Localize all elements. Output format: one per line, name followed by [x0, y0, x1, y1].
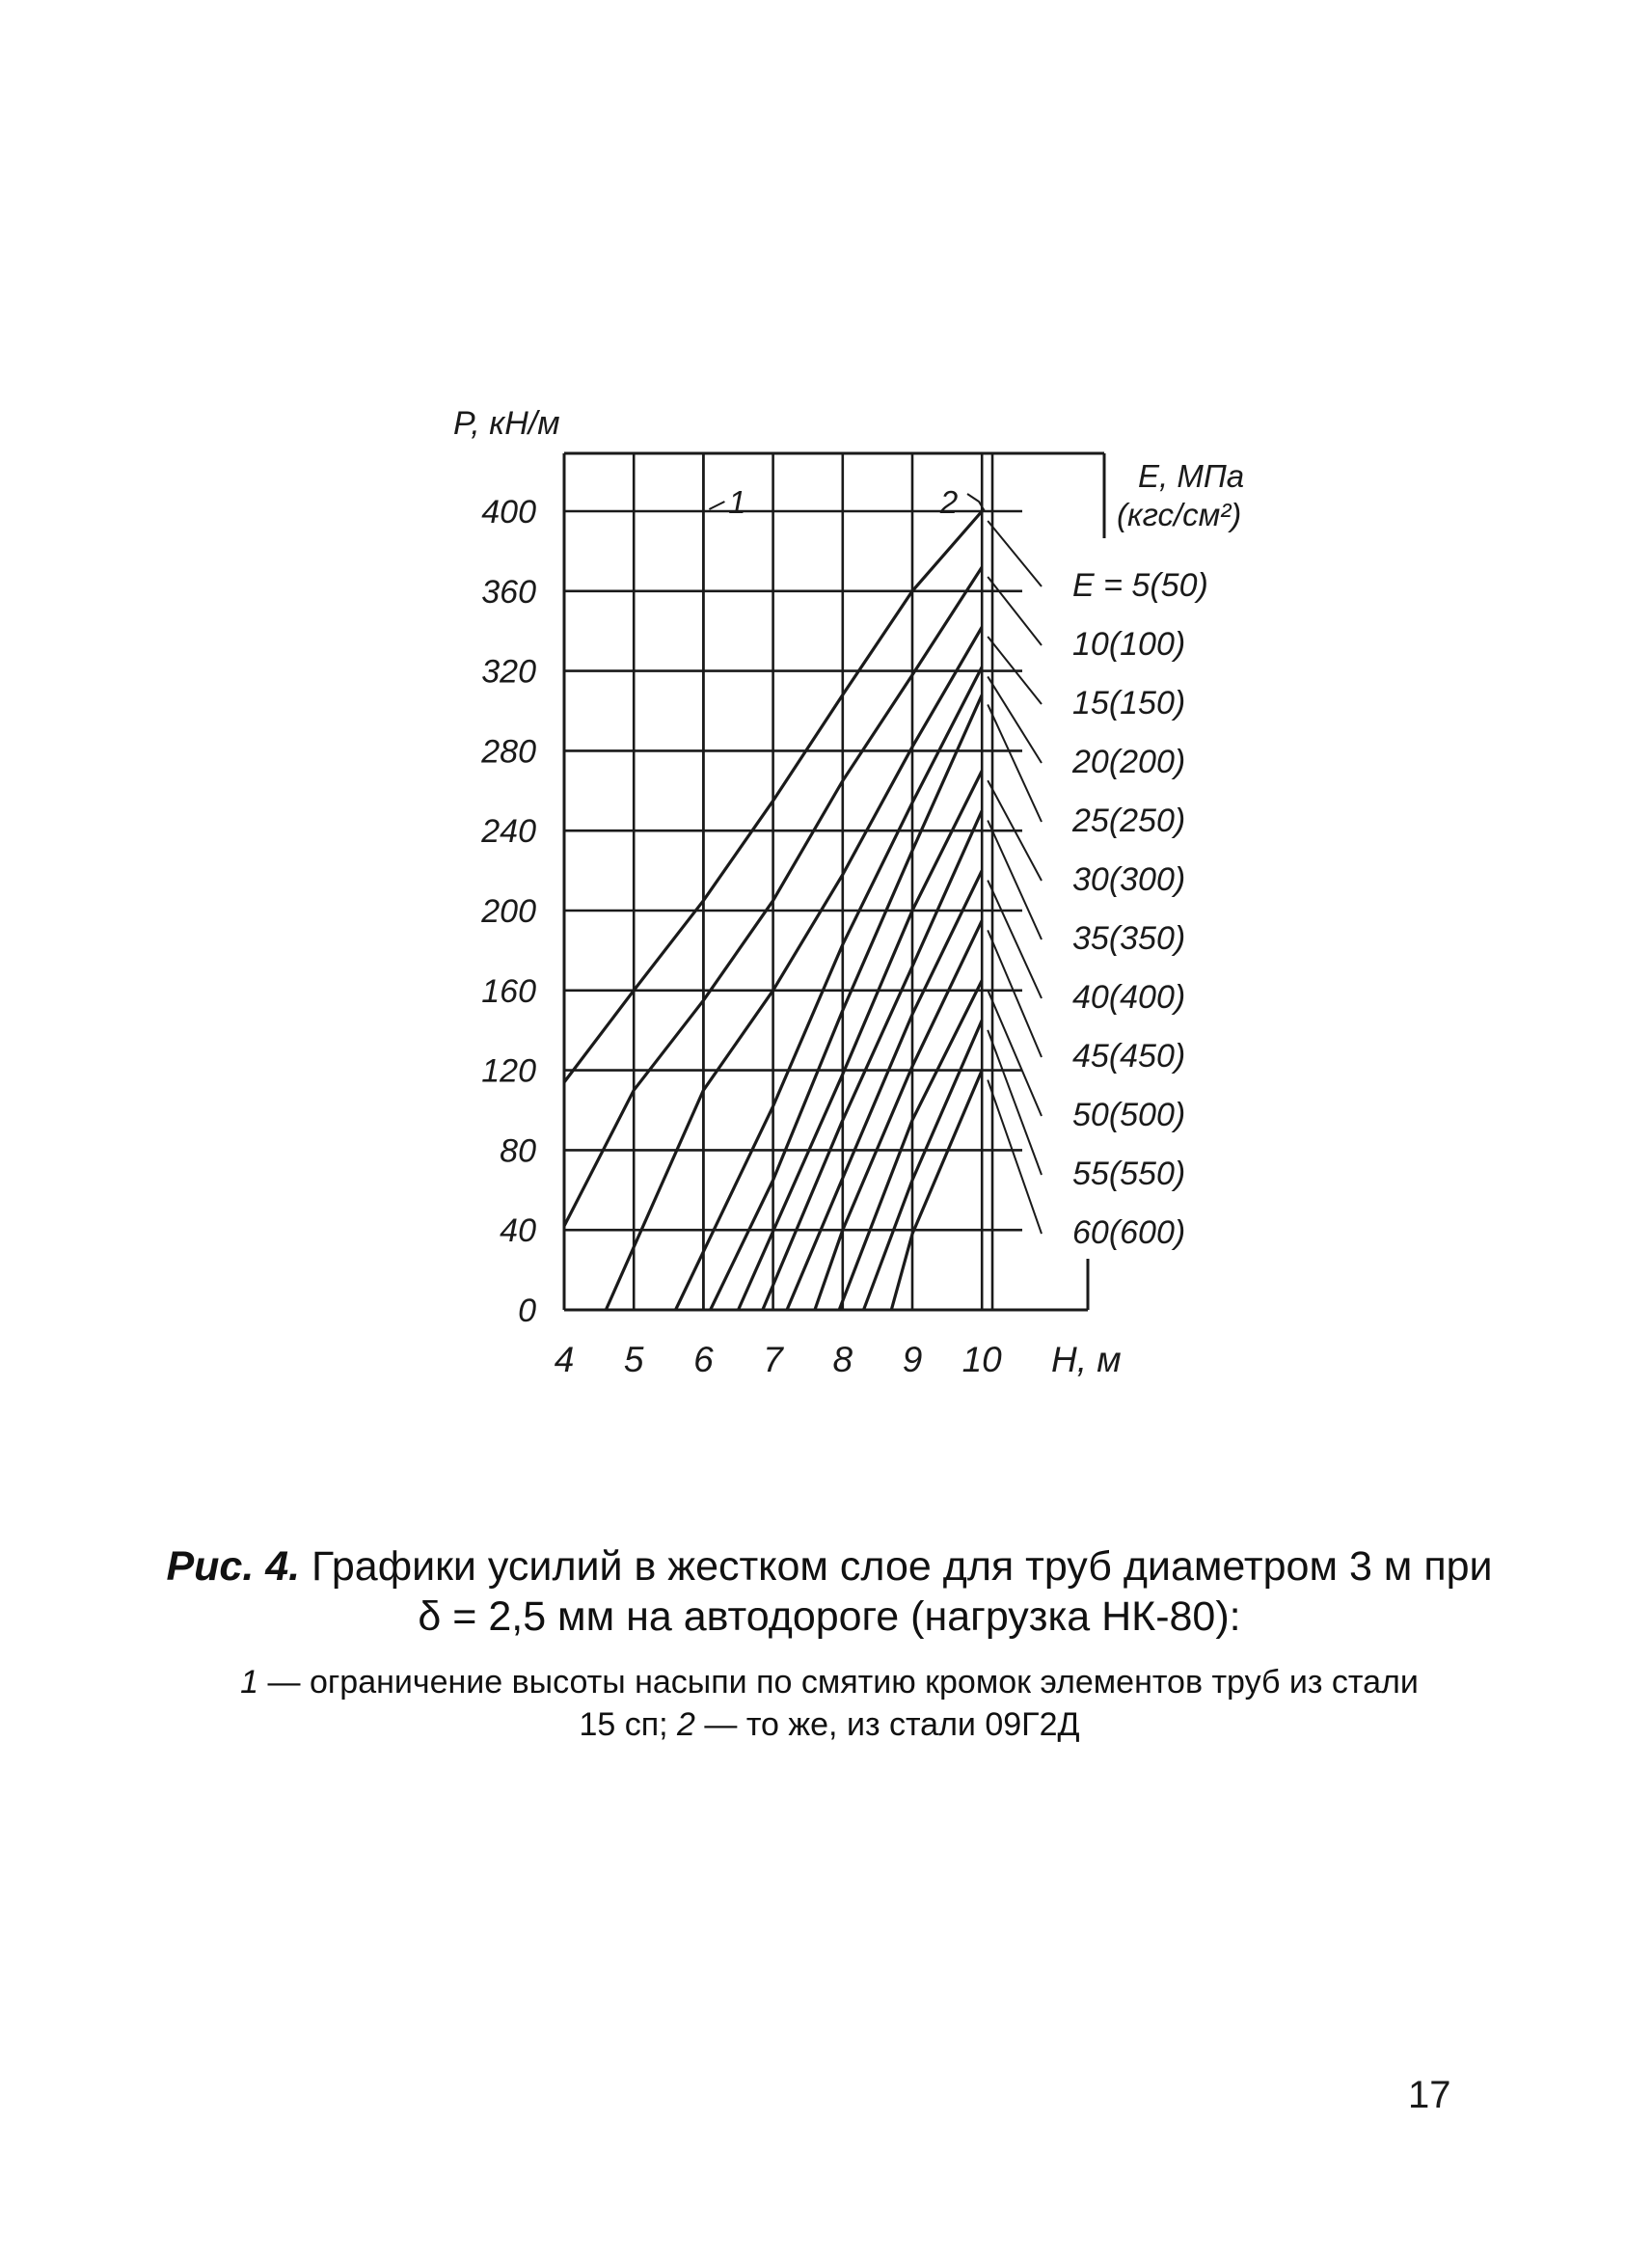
legend-label-7: 35(350): [1072, 920, 1186, 957]
limit-leader-1: [709, 502, 724, 509]
legend-leader-9: [988, 930, 1042, 1057]
x-axis-label: Н, м: [1051, 1340, 1122, 1379]
x-tick-label: 8: [832, 1340, 853, 1379]
legend-title-units: (кгс/см²): [1117, 497, 1242, 532]
y-tick-label: 280: [481, 733, 536, 771]
caption-subtitle-text: δ = 2,5 мм на автодороге (нагрузка НК-80):: [418, 1593, 1241, 1640]
y-tick-label: 80: [500, 1132, 536, 1170]
y-tick-label: 320: [481, 653, 536, 691]
x-tick-label: 9: [902, 1340, 923, 1379]
legend-label-10: 50(500): [1072, 1097, 1186, 1133]
note-text-1: — ограничение высоты насыпи по смятию кромок элементов труб из стали: [258, 1664, 1419, 1701]
legend-leader-7: [988, 821, 1042, 940]
series-line-3: [606, 627, 982, 1310]
x-tick-label: 5: [623, 1340, 644, 1379]
legend-label-3: 15(150): [1072, 685, 1186, 721]
figure-caption-title: [116, 1541, 1543, 1592]
legend-label-2: 10(100): [1072, 626, 1186, 663]
legend-label-12: 60(600): [1072, 1214, 1186, 1251]
x-tick-label: 4: [554, 1340, 575, 1379]
y-tick-label: 0: [518, 1293, 536, 1329]
page-number: 17: [1408, 2074, 1451, 2116]
legend-label-8: 40(400): [1072, 979, 1186, 1016]
note-number-1: 1: [240, 1664, 259, 1701]
figure-caption-note: [116, 1661, 1543, 1703]
series-line-12: [891, 1071, 982, 1310]
y-axis-label: P, кН/м: [453, 405, 560, 442]
legend-label-4: 20(200): [1072, 744, 1186, 780]
legend-label-9: 45(450): [1072, 1038, 1186, 1075]
y-tick-label: 200: [481, 893, 536, 930]
y-tick-label: 40: [500, 1212, 536, 1250]
legend-title: Е, МПа: [1138, 458, 1245, 494]
figure-number: Рис. 4.: [166, 1543, 301, 1590]
limit-label-2: 2: [939, 484, 959, 520]
caption-title-text: Графики усилий в жестком слое для труб диаметром 3 м при: [300, 1543, 1493, 1590]
series-line-11: [864, 1021, 983, 1310]
note-number-2: 2: [677, 1706, 695, 1743]
limit-label-1: 1: [728, 484, 746, 520]
legend-leaders: [988, 521, 1042, 1234]
y-tick-label: 360: [481, 573, 536, 611]
legend-leader-8: [988, 881, 1042, 998]
legend-label-6: 30(300): [1072, 861, 1186, 898]
figure-caption-subtitle: [116, 1592, 1543, 1642]
note-text-2: — то же, из стали 09Г2Д: [694, 1706, 1080, 1743]
legend-label-5: 25(250): [1072, 803, 1186, 839]
y-tick-label: 240: [481, 813, 536, 851]
x-tick-label: 6: [693, 1340, 714, 1379]
chart-text: [453, 405, 1244, 1379]
figure-caption-note-continued: [116, 1703, 1543, 1746]
legend-leader-5: [988, 704, 1042, 822]
x-tick-label: 7: [763, 1340, 783, 1379]
y-tick-label: 120: [481, 1052, 536, 1090]
legend-leader-1: [988, 521, 1042, 586]
x-tick-label: 10: [961, 1340, 1002, 1379]
note-text-1-end: 15 сп;: [579, 1706, 678, 1743]
legend-label-1: Е = 5(50): [1072, 567, 1208, 604]
y-tick-label: 400: [481, 494, 536, 531]
y-tick-label: 160: [481, 972, 536, 1010]
series-line-9: [815, 920, 982, 1310]
legend-leader-2: [988, 577, 1042, 645]
legend-label-11: 55(550): [1072, 1156, 1186, 1192]
